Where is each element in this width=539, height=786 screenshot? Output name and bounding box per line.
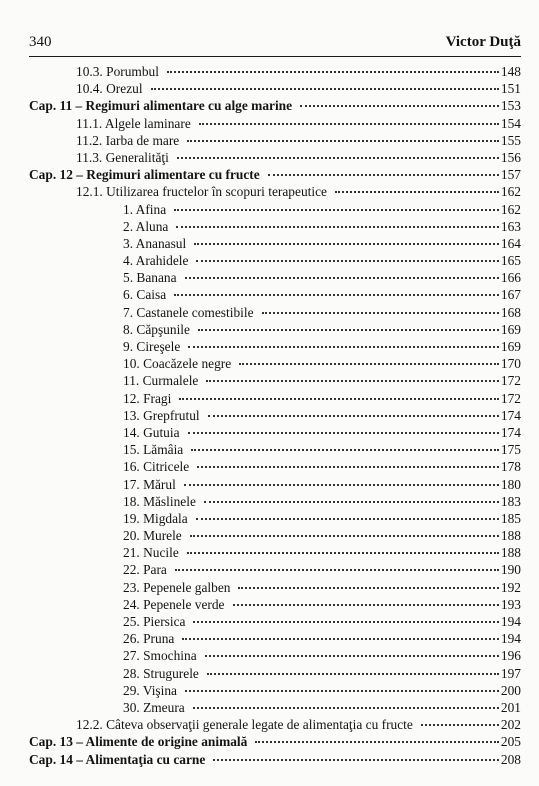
toc-entry-page: 170 [500,356,521,372]
toc-entry-page: 174 [500,407,521,423]
toc-entry-page: 194 [500,614,521,629]
toc-entry-title: 12. Fragi [123,390,172,406]
toc-entry [29,372,521,389]
toc-entry [29,699,521,716]
toc-dot-leader [268,174,499,176]
toc-dot-leader [233,604,499,606]
toc-entry [29,510,521,527]
toc-dot-leader [151,88,499,90]
toc-dot-leader [176,226,499,228]
toc-entry-page: 202 [500,717,521,733]
toc-entry-page: 169 [500,339,521,354]
toc-entry-title: 2. Aluna [123,218,169,234]
toc-entry-title: Cap. 14 – Alimentaţia cu carne [29,751,206,767]
toc-entry-title: 10.4. Orezul [76,81,143,97]
toc-chapter-entry [29,733,521,750]
toc-dot-leader [199,123,499,125]
toc-entry-page: 164 [500,235,521,251]
toc-dot-leader [198,329,499,331]
toc-entry-title: 7. Castanele comestibile [123,304,254,320]
toc-entry-page: 168 [500,304,521,320]
toc-entry [29,596,521,613]
toc-entry-page: 188 [500,545,521,561]
toc-entry [29,716,521,733]
toc-entry-title: Cap. 13 – Alimente de origine animală [29,734,248,750]
toc-dot-leader [167,71,499,73]
toc-entry-title: 12.2. Câteva observaţii generale legate de alimentaţia cu fructe [76,717,413,733]
toc-entry [29,218,521,235]
toc-entry-page: 156 [500,149,521,165]
toc-entry [29,579,521,596]
toc-dot-leader [182,638,499,640]
toc-dot-leader [300,105,499,107]
toc-dot-leader [188,346,499,348]
toc-dot-leader [335,191,499,193]
toc-entry-title: 17. Mărul [123,476,176,492]
toc-entry-page: 163 [500,218,521,234]
toc-entry [29,390,521,407]
toc-entry-page: 208 [500,751,521,767]
toc-entry [29,132,521,149]
toc-dot-leader [185,277,499,279]
toc-entry [29,63,521,80]
toc-entry [29,355,521,372]
toc-chapter-entry [29,166,521,183]
toc-entry [29,338,521,355]
toc-entry-title: 10. Coacăzele negre [123,356,232,372]
toc-entry-title: 11.1. Algele laminare [76,115,191,131]
toc-entry-title: 9. Cireşele [123,339,181,354]
toc-dot-leader [207,673,499,675]
toc-entry [29,527,521,544]
toc-entry-title: 28. Strugurele [123,665,199,681]
toc-dot-leader [175,569,499,571]
toc-entry [29,183,521,200]
toc-entry-title: 22. Para [123,562,167,578]
toc-entry-title: 12.1. Utilizarea fructelor în scopuri terapeutice [76,184,327,200]
toc-entry-page: 157 [500,167,521,183]
toc-entry-page: 155 [500,132,521,148]
toc-entry-title: 14. Gutuia [123,424,180,440]
toc-dot-leader [196,518,499,520]
toc-entry-page: 185 [500,510,521,526]
toc-entry [29,682,521,699]
toc-entry [29,441,521,458]
toc-entry-page: 172 [500,390,521,406]
toc-entry-page: 151 [500,81,521,97]
toc-entry [29,80,521,97]
toc-dot-leader [197,466,499,468]
table-of-contents [29,63,521,768]
toc-entry-title: 10.3. Porumbul [76,64,159,79]
toc-entry-title: 27. Smochina [123,648,197,664]
toc-entry [29,458,521,475]
toc-entry-title: 13. Grepfrutul [123,407,200,423]
toc-entry [29,321,521,338]
toc-entry-title: 26. Pruna [123,631,175,647]
toc-entry-title: 1. Afina [123,201,167,217]
toc-entry [29,665,521,682]
toc-entry-page: 165 [500,253,521,269]
toc-entry-page: 175 [500,442,521,458]
toc-entry-page: 153 [500,98,521,114]
toc-entry-page: 190 [500,562,521,578]
toc-entry-page: 193 [500,596,521,612]
toc-dot-leader [262,312,499,314]
toc-entry-page: 172 [500,373,521,389]
toc-entry-title: 8. Căpşunile [123,321,190,337]
header-rule [29,56,521,57]
toc-dot-leader [193,621,498,623]
toc-entry [29,493,521,510]
toc-dot-leader [177,157,499,159]
toc-entry [29,286,521,303]
toc-entry-title: 11. Curmalele [123,373,199,389]
toc-entry-page: 178 [500,459,521,475]
toc-entry-page: 180 [500,476,521,492]
toc-dot-leader [204,501,499,503]
toc-entry-page: 162 [500,201,521,217]
toc-entry-title: Cap. 11 – Regimuri alimentare cu alge marine [29,98,293,114]
toc-entry-page: 167 [500,287,521,303]
page-header [29,34,521,56]
toc-dot-leader [187,552,499,554]
toc-entry-title: 11.3. Generalităţi [76,149,169,165]
toc-dot-leader [255,741,499,743]
toc-dot-leader [174,294,499,296]
toc-dot-leader [179,398,499,400]
toc-entry-title: 30. Zmeura [123,699,185,715]
toc-dot-leader [185,690,499,692]
toc-entry-title: 4. Arahidele [123,253,189,269]
toc-entry [29,407,521,424]
toc-entry-title: 25. Piersica [123,614,186,629]
toc-entry-title: Cap. 12 – Regimuri alimentare cu fructe [29,167,260,183]
toc-dot-leader [174,209,499,211]
toc-entry [29,252,521,269]
toc-dot-leader [238,587,498,589]
toc-entry-title: 19. Migdala [123,510,188,526]
toc-dot-leader [194,243,499,245]
toc-entry-title: 29. Vişina [123,682,177,698]
toc-entry [29,544,521,561]
toc-dot-leader [188,432,499,434]
toc-dot-leader [184,484,499,486]
toc-entry-title: 3. Ananasul [123,235,187,251]
toc-entry-title: 11.2. Iarba de mare [76,132,180,148]
toc-dot-leader [187,140,499,142]
toc-entry-page: 205 [500,734,521,750]
toc-entry [29,149,521,166]
page-number: 340 [29,34,52,50]
toc-entry-page: 196 [500,648,521,664]
toc-entry [29,476,521,493]
toc-entry-page: 169 [500,321,521,337]
toc-entry-title: 6. Caisa [123,287,167,303]
toc-dot-leader [190,535,499,537]
toc-dot-leader [205,655,499,657]
toc-entry-title: 16. Citricele [123,459,190,475]
toc-entry [29,115,521,132]
toc-entry-page: 192 [500,579,521,595]
toc-dot-leader [191,449,499,451]
toc-dot-leader [196,260,498,262]
toc-entry [29,269,521,286]
toc-entry-page: 188 [500,528,521,544]
toc-entry-page: 194 [500,631,521,647]
toc-entry-page: 201 [500,699,521,715]
toc-entry-page: 154 [500,115,521,131]
toc-entry-page: 197 [500,665,521,681]
toc-entry-page: 166 [500,270,521,286]
toc-entry [29,647,521,664]
toc-entry [29,201,521,218]
toc-entry-page: 174 [500,424,521,440]
toc-entry-title: 21. Nucile [123,545,179,561]
toc-entry-page: 148 [500,64,521,79]
toc-entry [29,630,521,647]
toc-dot-leader [421,724,499,726]
toc-entry-title: 23. Pepenele galben [123,579,231,595]
toc-entry [29,304,521,321]
toc-entry-title: 18. Măslinele [123,493,196,509]
toc-dot-leader [206,380,499,382]
toc-chapter-entry [29,751,521,768]
toc-entry-page: 200 [500,682,521,698]
toc-dot-leader [193,707,499,709]
toc-entry-title: 5. Banana [123,270,177,286]
toc-chapter-entry [29,97,521,114]
toc-entry-title: 20. Murele [123,528,182,544]
toc-entry [29,613,521,630]
toc-entry [29,424,521,441]
toc-entry [29,561,521,578]
toc-entry [29,235,521,252]
toc-dot-leader [213,759,499,761]
toc-entry-title: 24. Pepenele verde [123,596,225,612]
toc-dot-leader [208,415,499,417]
toc-entry-page: 162 [500,184,521,200]
toc-entry-page: 183 [500,493,521,509]
running-head-author: Victor Duţă [445,34,521,50]
toc-dot-leader [239,363,499,365]
toc-entry-title: 15. Lămâia [123,442,184,458]
